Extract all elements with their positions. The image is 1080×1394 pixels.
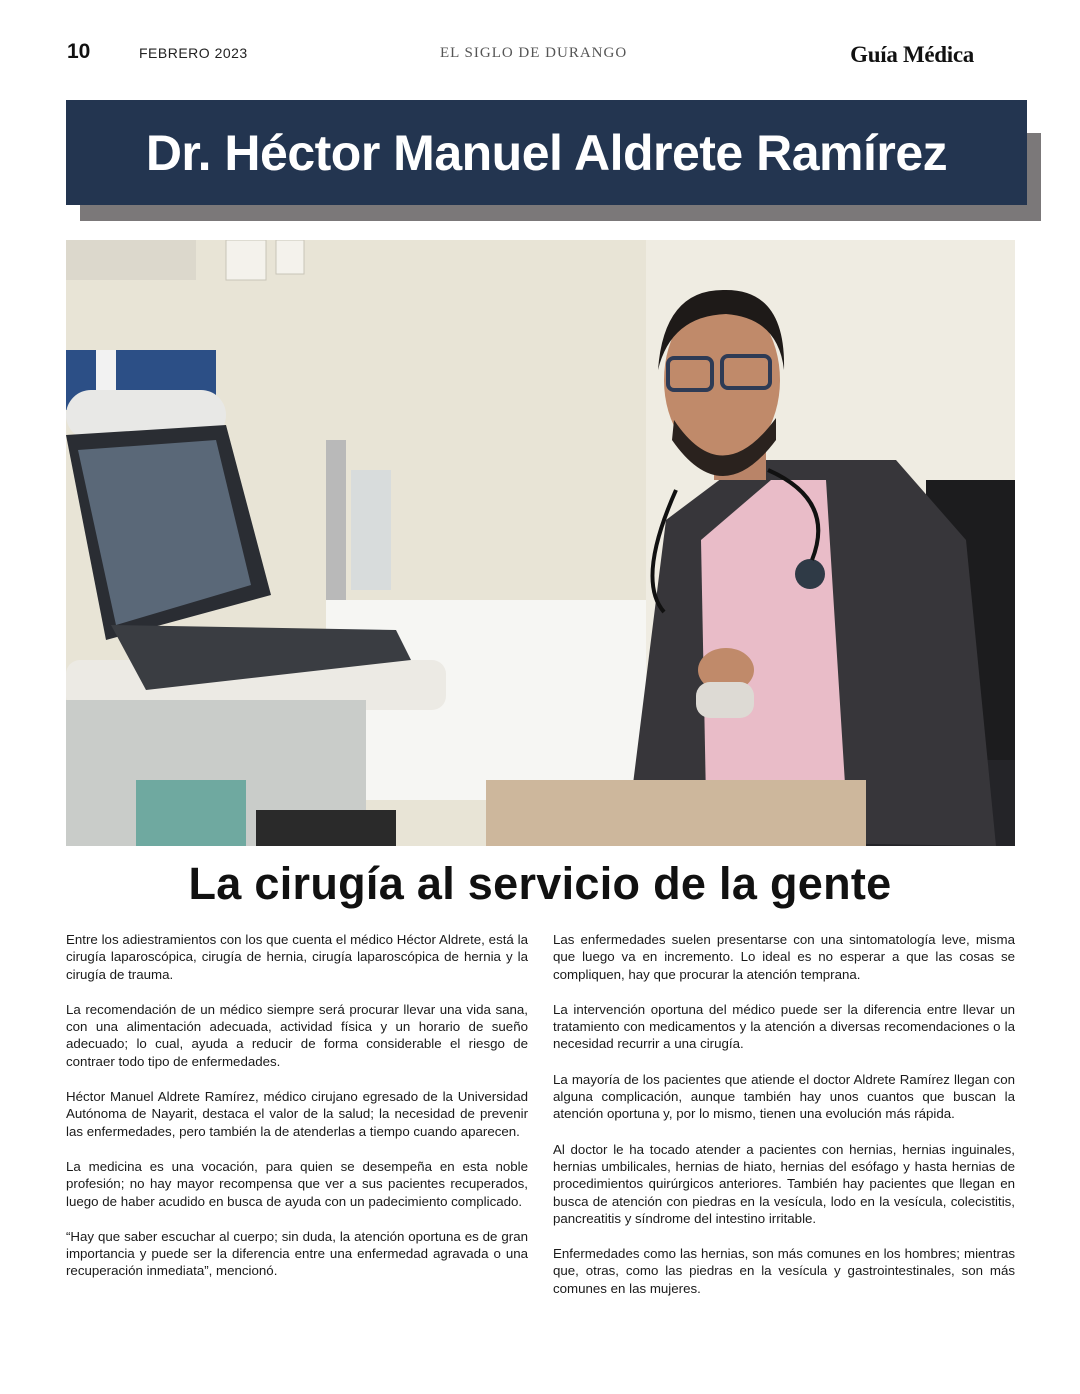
quote-paragraph: “Hay que saber escuchar al cuerpo; sin duda, la atención oportuna es de gran importancia y puede ser la diferencia entre una enfermedad agravada o una recuperación inmediata”, mencionó. — [66, 1228, 528, 1279]
page-number: 10 — [67, 40, 91, 63]
paragraph: Enfermedades como las hernias, son más comunes en los hombres; mientras que, otras, como las piedras en la vesícula y gastrointestinales, son más comunes en las mujeres. — [553, 1246, 1015, 1296]
photo-illustration — [66, 240, 1015, 846]
article-left-column — [66, 931, 528, 1298]
article-right-column — [553, 931, 1015, 1315]
paragraph: La recomendación de un médico siempre será procurar llevar una vida sana, con una alimentación adecuada, actividad física y un horario de sueño adecuado; lo cual, ayuda a reducir de forma considerable el riesgo de contraer todo tipo de enfermedades. — [66, 1001, 528, 1069]
newspaper-name: EL SIGLO DE DURANGO — [440, 45, 628, 61]
issue-date: FEBRERO 2023 — [139, 45, 248, 61]
paragraph: Héctor Manuel Aldrete Ramírez, médico cirujano egresado de la Universidad Autónoma de Nayarit, destaca el valor de la salud; la necesidad de prevenir las enfermedades, pero también la de atenderlas a tiempo cuando aparecen. — [66, 1089, 528, 1139]
article-headline: La cirugía al servicio de la gente — [188, 858, 892, 909]
paragraph: La intervención oportuna del médico puede ser la diferencia entre llevar un tratamiento con medicamentos y la atención a diversas recomendaciones o la necesidad recurrir a una cirugía. — [553, 1001, 1015, 1052]
section-title: Guía Médica — [850, 42, 974, 67]
name-banner — [66, 100, 1027, 205]
paragraph: La medicina es una vocación, para quien se desempeña en esta noble profesión; no hay mayor recompensa que ver a sus pacientes recuperados, luego de haber acudido en busca de ayuda con un padecimiento complicado. — [66, 1158, 528, 1209]
doctor-name: Dr. Héctor Manuel Aldrete Ramírez — [145, 124, 948, 181]
paragraph: Entre los adiestramientos con los que cuenta el médico Héctor Aldrete, está la cirugía laparoscópica, cirugía de hernia, cirugía laparoscópica de hernia y la cirugía de trauma. — [66, 932, 528, 982]
paragraph: Al doctor le ha tocado atender a pacientes con hernias, hernias inguinales, hernias umbilicales, hernias de hiato, hernias del esófago y hasta hernias de procedimientos quirúrgicos anteriores. También hay pacientes que llegan en busca de atención con piedras en la vesícula, lodo en la vesícula, colecistitis, pancreatitis y síndrome del intestino irritable. — [553, 1141, 1015, 1226]
doctor-photo — [66, 240, 1015, 846]
paragraph: Las enfermedades suelen presentarse con una sintomatología leve, misma que luego va en incremento. Lo ideal es no esperar a que las cosas se compliquen, hay que procurar la atención temprana. — [553, 932, 1015, 982]
paragraph: La mayoría de los pacientes que atiende el doctor Aldrete Ramírez llegan con alguna complicación, aunque también hay unos cuantos que buscan la atención oportuna y, por lo mismo, tienen una evolución más rápida. — [553, 1071, 1015, 1122]
